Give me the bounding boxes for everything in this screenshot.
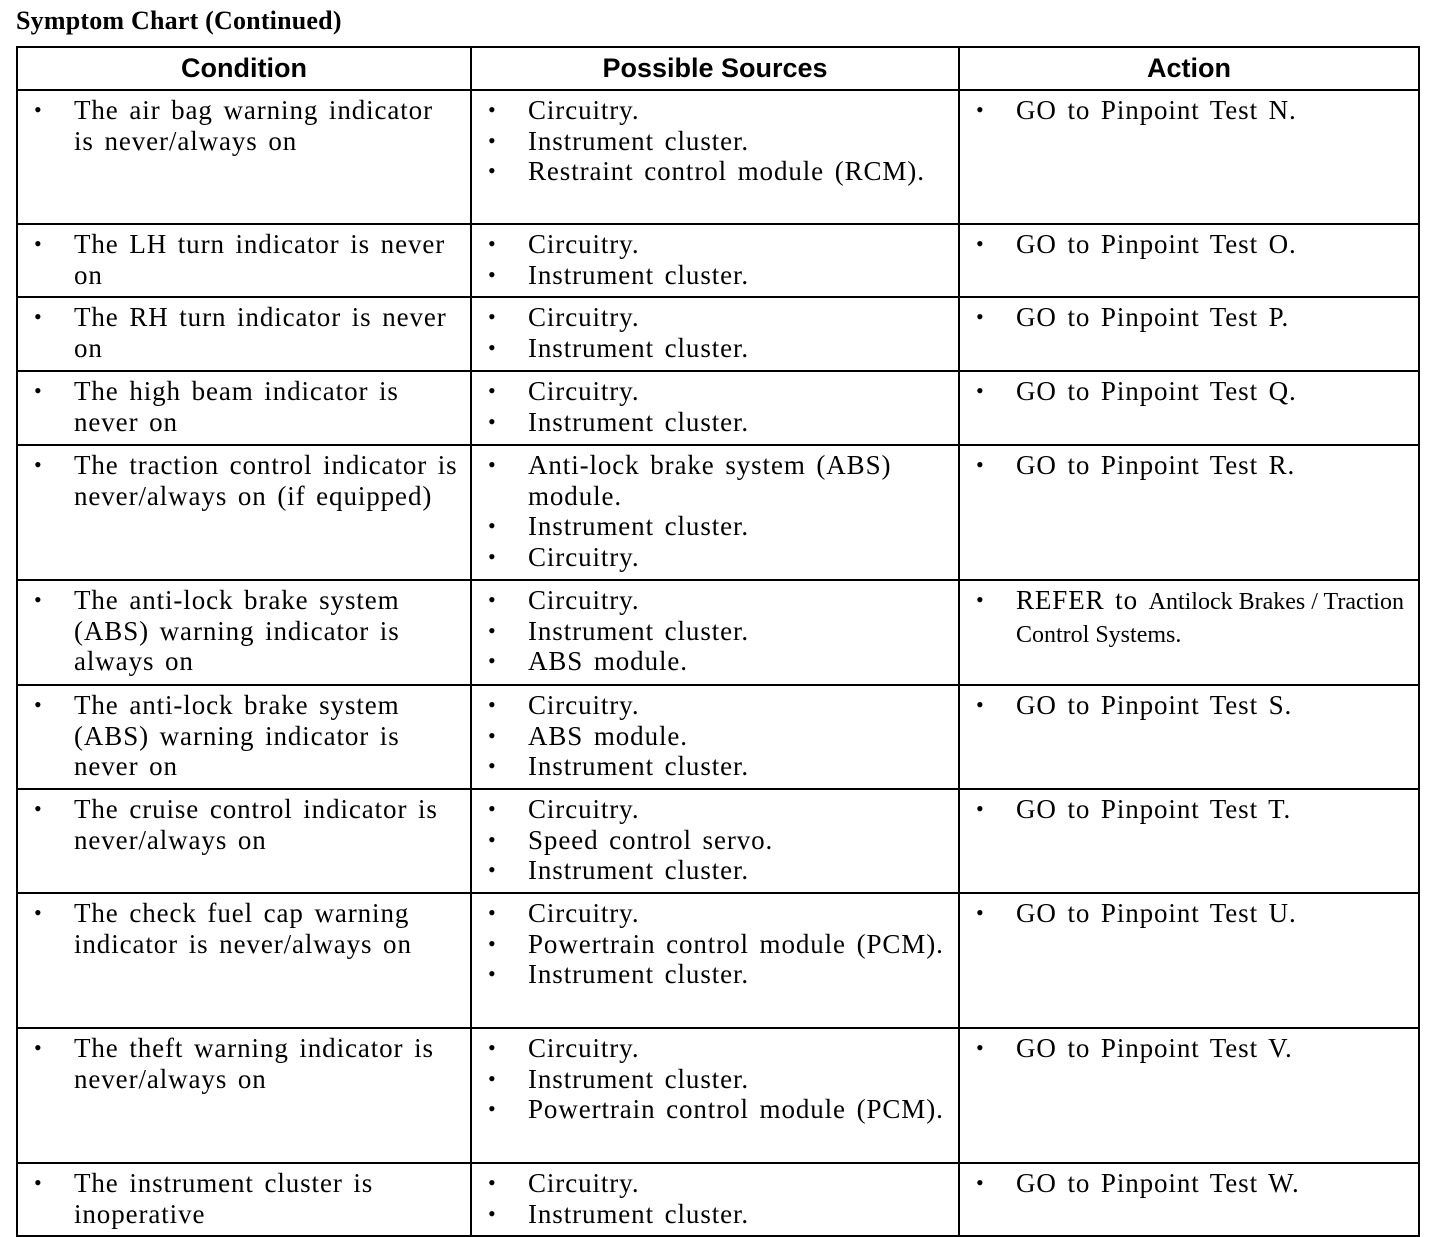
source-text: Circuitry. — [528, 898, 640, 928]
list-item — [480, 376, 950, 407]
action-cell — [959, 789, 1419, 893]
source-text: Instrument cluster. — [528, 125, 750, 156]
sources-cell — [471, 893, 959, 1028]
bullet-icon: • — [488, 304, 497, 329]
list-item — [968, 376, 1410, 407]
bullet-icon: • — [488, 587, 497, 612]
list-item — [26, 229, 462, 290]
list-item — [480, 229, 950, 260]
list-item — [480, 302, 950, 333]
condition-text: The RH turn indicator is never on — [74, 302, 447, 363]
bullet-icon: • — [488, 1170, 497, 1195]
list-item — [26, 1168, 462, 1229]
source-text: Circuitry. — [528, 302, 640, 332]
table-row — [17, 297, 1419, 371]
action-text: GO to Pinpoint Test O. — [1016, 229, 1297, 259]
condition-text: The anti-lock brake system (ABS) warning indicator is never on — [74, 690, 400, 782]
header-row — [17, 47, 1419, 90]
bullet-icon: • — [976, 587, 985, 612]
table-row — [17, 1028, 1419, 1163]
condition-text: The instrument cluster is inoperative — [74, 1168, 374, 1229]
source-text: Circuitry. — [528, 585, 640, 615]
action-cell — [959, 90, 1419, 224]
condition-cell — [17, 371, 471, 445]
condition-text: The check fuel cap warning indicator is never/always on — [74, 898, 412, 959]
action-suffix: . — [1175, 621, 1182, 648]
bullet-icon: • — [488, 617, 497, 643]
section-reference-link[interactable]: Antilock Brakes / Traction Control Systems — [1016, 589, 1404, 648]
source-text: Instrument cluster. — [528, 511, 750, 542]
source-text: Circuitry. — [528, 1033, 640, 1063]
bullet-icon: • — [488, 857, 497, 883]
source-text: Powertrain control module (PCM). — [528, 928, 944, 959]
bullet-icon: • — [488, 900, 497, 925]
bullet-icon: • — [488, 408, 497, 434]
list-item — [480, 721, 950, 752]
bullet-icon: • — [488, 378, 497, 403]
bullet-icon: • — [34, 452, 43, 477]
list-item — [480, 646, 950, 677]
condition-cell — [17, 685, 471, 789]
bullet-icon: • — [488, 97, 497, 122]
list-item — [480, 751, 950, 782]
list-item — [968, 450, 1410, 481]
list-item — [26, 585, 462, 677]
bullet-icon: • — [34, 231, 43, 256]
list-item — [968, 794, 1410, 825]
condition-cell — [17, 224, 471, 297]
bullet-icon: • — [488, 261, 497, 287]
list-item — [968, 229, 1410, 260]
list-item — [26, 794, 462, 855]
table-row — [17, 224, 1419, 297]
sources-cell — [471, 90, 959, 224]
action-text: GO to Pinpoint Test U. — [1016, 898, 1297, 928]
sources-cell — [471, 224, 959, 297]
action-cell — [959, 297, 1419, 371]
source-text: Powertrain control module (PCM). — [528, 1094, 944, 1125]
bullet-icon: • — [488, 930, 497, 956]
condition-text: The LH turn indicator is never on — [74, 229, 446, 290]
sources-cell — [471, 685, 959, 789]
list-item — [480, 1033, 950, 1064]
action-text: GO to Pinpoint Test T. — [1016, 794, 1292, 824]
bullet-icon: • — [488, 127, 497, 153]
action-text: GO to Pinpoint Test P. — [1016, 302, 1290, 332]
source-text: Restraint control module (RCM). — [528, 156, 925, 187]
list-item — [480, 1064, 950, 1095]
sources-cell — [471, 371, 959, 445]
header-action: Action — [959, 47, 1419, 90]
bullet-icon: • — [488, 1035, 497, 1060]
bullet-icon: • — [488, 1096, 497, 1122]
bullet-icon: • — [976, 304, 985, 329]
list-item — [480, 616, 950, 647]
source-text: Instrument cluster. — [528, 751, 750, 782]
bullet-icon: • — [34, 900, 43, 925]
list-item — [968, 898, 1410, 929]
bullet-icon: • — [976, 452, 985, 477]
sources-cell — [471, 297, 959, 371]
list-item — [26, 690, 462, 782]
bullet-icon: • — [488, 753, 497, 779]
table-row — [17, 789, 1419, 893]
bullet-icon: • — [976, 900, 985, 925]
header-condition: Condition — [17, 47, 471, 90]
header-possible-sources: Possible Sources — [471, 47, 959, 90]
source-text: Circuitry. — [528, 690, 640, 720]
source-text: Circuitry. — [528, 376, 640, 406]
list-item — [480, 929, 950, 960]
bullet-icon: • — [976, 231, 985, 256]
list-item — [26, 302, 462, 363]
condition-text: The air bag warning indicator is never/always on — [74, 95, 433, 156]
source-text: ABS module. — [528, 646, 688, 677]
action-text: GO to Pinpoint Test W. — [1016, 1168, 1300, 1198]
sources-cell — [471, 580, 959, 685]
list-item — [480, 825, 950, 856]
list-item — [26, 376, 462, 437]
list-item — [480, 898, 950, 929]
action-cell — [959, 224, 1419, 297]
list-item — [26, 898, 462, 959]
bullet-icon: • — [488, 692, 497, 717]
list-item — [480, 794, 950, 825]
table-row — [17, 371, 1419, 445]
action-cell — [959, 445, 1419, 580]
bullet-icon: • — [976, 1035, 985, 1060]
action-text: GO to Pinpoint Test Q. — [1016, 376, 1297, 406]
bullet-icon: • — [976, 692, 985, 717]
list-item — [968, 585, 1410, 650]
list-item — [480, 542, 950, 573]
list-item — [480, 407, 950, 438]
bullet-icon: • — [488, 722, 497, 748]
action-cell — [959, 580, 1419, 685]
source-text: Circuitry. — [528, 541, 640, 572]
source-text: Circuitry. — [528, 229, 640, 259]
list-item — [968, 302, 1410, 333]
action-cell — [959, 1163, 1419, 1236]
condition-cell — [17, 580, 471, 685]
sources-cell — [471, 789, 959, 893]
bullet-icon: • — [488, 961, 497, 987]
condition-text: The traction control indicator is never/always on (if equipped) — [74, 450, 458, 511]
source-text: Instrument cluster. — [528, 615, 750, 646]
list-item — [26, 95, 462, 156]
source-text: Circuitry. — [528, 95, 640, 125]
list-item — [480, 511, 950, 542]
symptom-table — [16, 46, 1420, 1237]
list-item — [480, 1199, 950, 1230]
chart-title: Symptom Chart (Continued) — [16, 6, 342, 35]
condition-cell — [17, 90, 471, 224]
action-text: GO to Pinpoint Test V. — [1016, 1033, 1293, 1063]
list-item — [480, 156, 950, 187]
condition-text: The anti-lock brake system (ABS) warning indicator is always on — [74, 585, 400, 677]
bullet-icon: • — [34, 587, 43, 612]
source-text: Instrument cluster. — [528, 259, 750, 290]
action-prefix: REFER to — [1016, 585, 1138, 615]
bullet-icon: • — [34, 97, 43, 122]
bullet-icon: • — [488, 513, 497, 539]
action-cell — [959, 893, 1419, 1028]
source-text: Instrument cluster. — [528, 1063, 750, 1094]
action-cell — [959, 685, 1419, 789]
list-item — [480, 855, 950, 886]
list-item — [480, 333, 950, 364]
condition-text: The cruise control indicator is never/always on — [74, 794, 438, 855]
bullet-icon: • — [34, 796, 43, 821]
bullet-icon: • — [488, 826, 497, 852]
list-item — [26, 450, 462, 511]
bullet-icon: • — [488, 1065, 497, 1091]
source-text: Instrument cluster. — [528, 855, 750, 886]
table-row — [17, 1163, 1419, 1236]
action-text: GO to Pinpoint Test S. — [1016, 690, 1293, 720]
list-item — [968, 95, 1410, 126]
source-text: Instrument cluster. — [528, 1198, 750, 1229]
sources-cell — [471, 1163, 959, 1236]
condition-cell — [17, 789, 471, 893]
bullet-icon: • — [488, 231, 497, 256]
source-text: Instrument cluster. — [528, 332, 750, 363]
condition-cell — [17, 1163, 471, 1236]
source-text: Speed control servo. — [528, 824, 774, 855]
bullet-icon: • — [488, 334, 497, 360]
bullet-icon: • — [976, 378, 985, 403]
condition-cell — [17, 1028, 471, 1163]
condition-text: The theft warning indicator is never/always on — [74, 1033, 434, 1094]
bullet-icon: • — [488, 648, 497, 674]
source-text: ABS module. — [528, 720, 688, 751]
condition-cell — [17, 893, 471, 1028]
condition-cell — [17, 297, 471, 371]
source-text: Circuitry. — [528, 794, 640, 824]
source-text: Anti-lock brake system (ABS) module. — [528, 450, 892, 511]
bullet-icon: • — [488, 796, 497, 821]
list-item — [480, 959, 950, 990]
list-item — [480, 260, 950, 291]
table-row — [17, 445, 1419, 580]
table-row — [17, 90, 1419, 224]
bullet-icon: • — [34, 692, 43, 717]
bullet-icon: • — [976, 796, 985, 821]
list-item — [480, 1094, 950, 1125]
bullet-icon: • — [34, 1170, 43, 1195]
bullet-icon: • — [34, 1035, 43, 1060]
list-item — [480, 585, 950, 616]
bullet-icon: • — [34, 378, 43, 403]
bullet-icon: • — [488, 1200, 497, 1226]
bullet-icon: • — [976, 1170, 985, 1195]
table-row — [17, 893, 1419, 1028]
table-row — [17, 580, 1419, 685]
source-text: Instrument cluster. — [528, 406, 750, 437]
action-text: GO to Pinpoint Test R. — [1016, 450, 1296, 480]
source-text: Instrument cluster. — [528, 959, 750, 990]
bullet-icon: • — [488, 158, 497, 184]
list-item — [968, 1033, 1410, 1064]
bullet-icon: • — [488, 543, 497, 569]
table-row — [17, 685, 1419, 789]
sources-cell — [471, 445, 959, 580]
bullet-icon: • — [34, 304, 43, 329]
list-item — [480, 450, 950, 511]
list-item — [26, 1033, 462, 1094]
condition-text: The high beam indicator is never on — [74, 376, 399, 437]
list-item — [480, 95, 950, 126]
sources-cell — [471, 1028, 959, 1163]
source-text: Circuitry. — [528, 1168, 640, 1198]
bullet-icon: • — [488, 452, 497, 477]
action-cell — [959, 1028, 1419, 1163]
condition-cell — [17, 445, 471, 580]
list-item — [968, 690, 1410, 721]
bullet-icon: • — [976, 97, 985, 122]
list-item — [480, 1168, 950, 1199]
list-item — [480, 690, 950, 721]
list-item — [968, 1168, 1410, 1199]
list-item — [480, 126, 950, 157]
action-text: GO to Pinpoint Test N. — [1016, 95, 1297, 125]
action-cell — [959, 371, 1419, 445]
